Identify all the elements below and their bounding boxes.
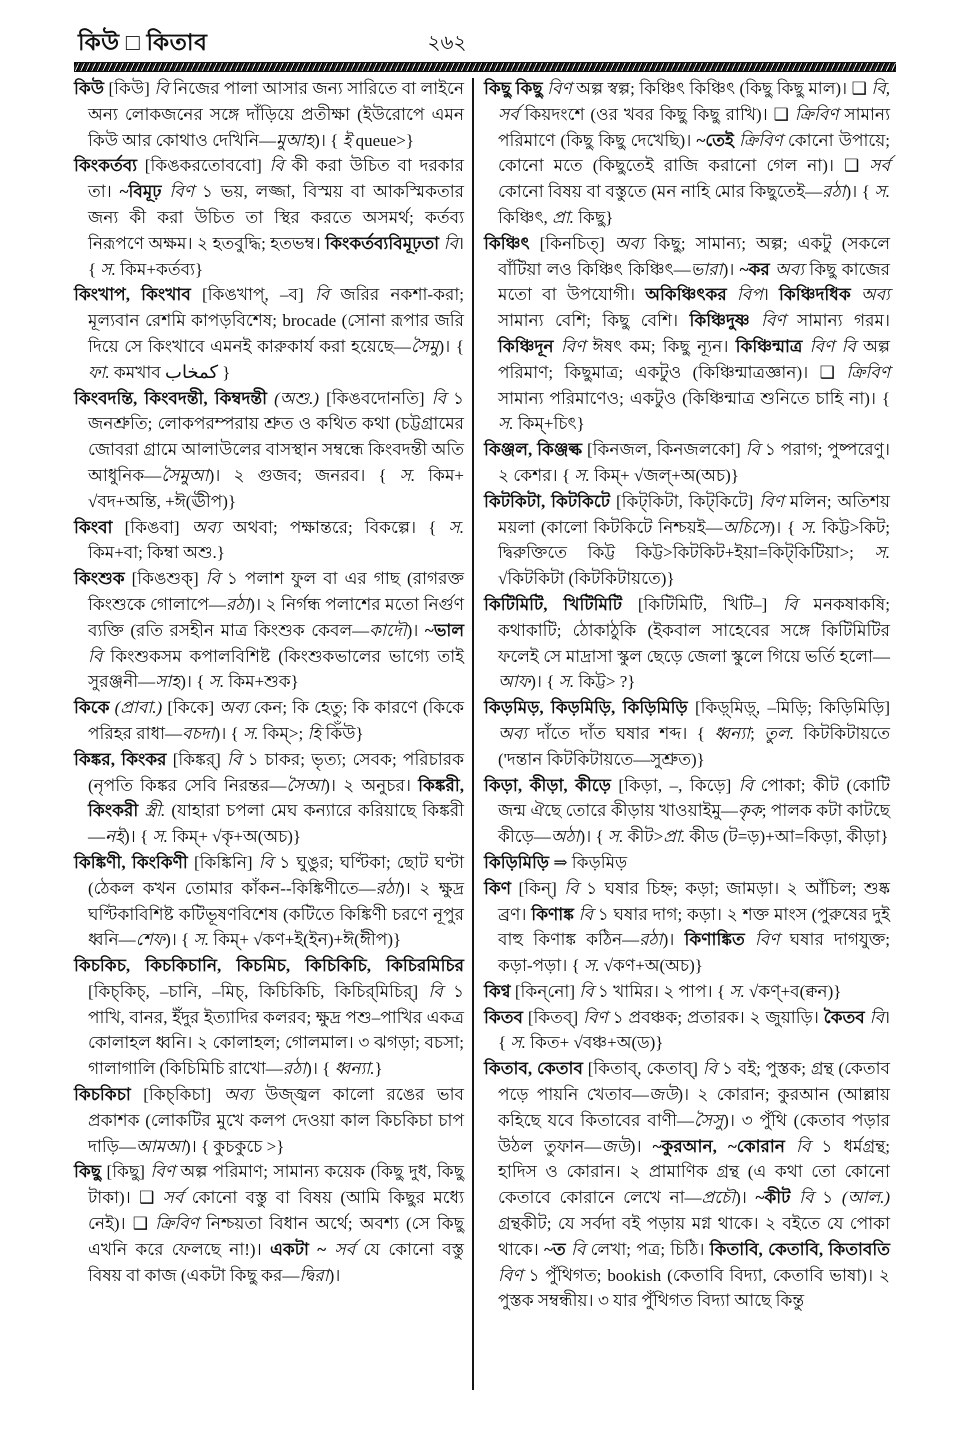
entry-text: কিত+ √বঞ্চ+অ(ড)} (525, 1033, 664, 1053)
dictionary-entry (484, 1056, 890, 1314)
running-head: কিউ □ কিতাব (78, 30, 208, 55)
label-text: রঠা (375, 878, 399, 898)
label-text: সৈমুআ (161, 465, 209, 485)
label-text: অব্য (223, 1085, 266, 1105)
entry-text: [কিকে] (167, 698, 220, 718)
entry-text: [কিনচিত্] (539, 233, 615, 253)
headword: কিংখাপ, কিংখাব (74, 285, 203, 305)
label-text: স. (152, 827, 168, 847)
headword: কিউ (74, 79, 109, 98)
entry-text: [কিড়া, –, কিড়ে] (618, 775, 739, 795)
label-text: বি, সর্ব (498, 79, 890, 124)
entry-text: )। (328, 1265, 341, 1285)
page-number: ২৬২ (427, 32, 467, 54)
headword: কিঙ্কর, কিংকর (74, 749, 173, 769)
entry-text: ১ পরাগ; পুষ্পরেণু। ২ কেশর। { (498, 440, 890, 485)
entry-text: [কিতাব্, কেতাব্] (587, 1059, 703, 1079)
entry-text: )। { (124, 827, 153, 847)
entry-text: মনকষাকষি; কথাকাটি; ঠোকাঠুকি (ইকবাল সাহেবের সঙ্গে কিটিমিটির ফলেই সে মাদ্রাসা স্কুল ছেড়ে জেলা স্কুলে গিয়ে ভর্তি হলো— (498, 594, 891, 666)
label-text: বিণ (761, 311, 797, 331)
entry-text: [কিন্‌নো] (514, 981, 580, 1001)
entry-text: queue>} (351, 130, 415, 150)
entry-text: কিম্>; (258, 723, 308, 743)
label-text: অব্য (775, 259, 810, 279)
dictionary-entry (74, 850, 464, 953)
entry-text: পোকা; কীট (কোটি জন্ম ঐছে তোরে কীড়ায় খাওয়াইমু— (498, 775, 890, 821)
entry-text: ১ খামির। ২ পাপ। { (597, 981, 730, 1001)
dictionary-entry (74, 1159, 464, 1288)
label-text: বি (428, 981, 453, 1001)
headword: কিতাব, কেতাব (484, 1059, 588, 1079)
entry-text: সামান্য পরিমাণে (কিছু কিছু দেখেছি)। (498, 104, 890, 150)
label-text: অব্য (614, 233, 654, 253)
entry-text: কিম্+ √কণ+ই(ইন)+ঈ(ঈীপ)} (208, 930, 402, 950)
label-text: অব্য (498, 723, 537, 743)
entry-text: [কিটিমিটি, খিটি–] (637, 594, 784, 614)
entry-text: নিশ্চয়তা বিধান অর্থে; অবশ্য (সে কিছু এখনি করে ফেলছে না!)। (88, 1214, 464, 1259)
entry-text: যে কোনো বস্তু বিষয় বা কাজ (একটা কিছু কর— (88, 1239, 464, 1285)
label-text: স. (729, 981, 745, 1001)
headword: অকিঞ্চিৎকর (645, 285, 737, 305)
entry-text: । { (498, 1007, 890, 1053)
label-text: স. (193, 930, 209, 950)
entry-text: ১ ধর্মগ্রন্থ; হাদিস ও কোরান। ২ প্রামাণিক গ্রন্থ (এ কথা তো কোনো কেতাবে কোরানে লেখে না— (498, 1136, 890, 1208)
entry-text: কিট্ট> ?} (574, 672, 636, 692)
label-text: স্ত্রী. (144, 801, 172, 821)
entry-text: )। { (769, 517, 801, 537)
headword: কিঙ্কিণী, কিংকিণী (74, 852, 194, 872)
label-text: বিণ (547, 79, 577, 98)
headword: কিঞ্চিদুষ্ণ (689, 311, 762, 331)
entry-text: সামান্য গরম। (797, 311, 890, 331)
label-text: বিণ (754, 930, 790, 950)
label-text: মুআহ (275, 130, 315, 150)
label-text: বি (796, 1136, 822, 1156)
dictionary-entry (484, 876, 890, 979)
label-text: বি (579, 981, 598, 1001)
entry-text: )। { (438, 336, 464, 356)
headword: কিতব (484, 1007, 528, 1027)
label-text: রঠা (225, 594, 250, 614)
label-text: সাহ (155, 672, 181, 692)
entry-text: সামান্য বেশি; কিছু বেশি। (498, 311, 690, 331)
label-text: স. (399, 465, 416, 485)
entry-text: অল্প পরিমাণ; সামান্য কয়েক (কিছু দুধ, কিছু টাকা)। ❑ (88, 1162, 464, 1208)
entry-text: )। ৩ পুঁথি (কেতাব পড়ার উঠল তুফান— (498, 1110, 890, 1156)
label-text: ধ্বন্যা. (334, 1059, 375, 1079)
entry-text: )। ২ অনুচর। (324, 775, 419, 795)
dictionary-entry (74, 695, 464, 747)
entry-text: কীড (ট=ড়)+আ=কিড়া, কীড়া} (685, 827, 889, 847)
dictionary-entry (74, 1082, 464, 1159)
label-text: অঠা (550, 827, 580, 847)
entry-text: [কিনজল, কিনজলকো] (587, 440, 746, 460)
headword: কিঞ্চিন্মাত্র (735, 336, 810, 356)
headword: কিণ্ব (484, 981, 515, 1001)
entry-text: )। { (579, 827, 608, 847)
entry-text: )। ২ গুজব; জনরব। { (208, 465, 400, 485)
label-text: শেফ (135, 930, 166, 950)
label-text: স. (510, 1033, 526, 1053)
headword: কিচকিচা (74, 1085, 144, 1105)
label-text: (অশু.) (274, 388, 327, 408)
dictionary-entry (74, 747, 464, 850)
entry-text: [কিউ] (108, 79, 155, 98)
entry-text: কিছু; সামান্য; অল্প; একটু (সকলে বাঁটিয়া লও কিঞ্চিৎ কিঞ্চিৎ— (498, 233, 890, 279)
label-text: বি (869, 1007, 884, 1027)
dictionary-entry (74, 515, 464, 567)
entry-text: )। { কুচকুচে >} (184, 1136, 285, 1156)
label-text: বিণ বি (809, 336, 864, 356)
headword: কিতাবি, কেতাবি, কিতাবতি (709, 1239, 891, 1259)
entry-text: ১ (822, 1188, 842, 1208)
headword: কিংশুক (74, 569, 132, 589)
entry-text: কোনো বস্তু বা বিষয় (আমি কিছুর মধ্যে নেই)। ❑ (88, 1188, 464, 1234)
entry-text: কমখাব (109, 362, 165, 382)
dictionary-entry (484, 695, 890, 772)
entry-text: গ্রন্থকীট; যে সর্বদা বই পড়ায় মগ্ন থাকে। ২ বইতে যে পোকা থাকে। (498, 1214, 890, 1259)
label-text: অচিসে (722, 517, 770, 537)
label-text: বিণ (583, 1007, 613, 1027)
entry-text: কিম+শুক} (224, 672, 299, 692)
dictionary-entry (484, 437, 890, 489)
entry-text: )। { (530, 672, 559, 692)
entry-text: [কিঙবা] (124, 517, 192, 537)
entry-text: । { (88, 233, 464, 279)
entry-text: [কিঙখাপ্, –ব] (202, 285, 315, 305)
entry-text: উজ্জ্বল কালো রঙের ভাব প্রকাশক (লোকটির মুখে কলপ দেওয়া কাল কিচকিচা চাপ দাড়ি— (88, 1085, 464, 1156)
label-text: স. (874, 182, 890, 202)
entry-text: } (374, 1059, 383, 1079)
entry-text: )। { (180, 672, 209, 692)
entry-text: )। (629, 1136, 653, 1156)
headword: কিংবা (74, 517, 125, 537)
headword: কৈতব (823, 1007, 870, 1027)
entry-text: [কিড়্‌মিড়্, –মিড়ি; কিড়িমিড়ি] (694, 698, 890, 718)
label-text: বিণ (169, 182, 202, 202)
label-text: অব্য (219, 698, 254, 718)
entry-text: ঈষৎ কম; কিছু ন্যূন। (592, 336, 736, 356)
entry-text: [কিচ্‌কিচ্, –চানি, –মিচ্, কিচিকিচি, কিচির্‌মিচির্] (88, 981, 429, 1001)
entry-text: কিম+কর্তব্য} (115, 259, 204, 279)
entry-text: ১ পুঁথিগত; bookish (কেতাবি বিদ্যা, কেতাবি ভাষা)। ২ পুস্তক সম্বন্ধীয়। ৩ যার পুঁথিগত বিদ্যা আছে কিন্তু (498, 1265, 890, 1311)
label-text: প্রা. (552, 207, 574, 227)
label-text: রঠা (282, 1059, 307, 1079)
label-text: সর্ব (334, 1239, 364, 1259)
label-text: বিণ (759, 491, 790, 511)
entry-text: ১ পাখি, বানর, ইঁদুর ইত্যাদির কলরব; ক্ষুদ্র পশু–পাখির একত্র কোলাহল ধ্বনি। ২ কোলাহল; গোলমাল। ৩ ঝগড়া; বচসা; গালাগালি (কিচিমিচি রাখো— (88, 981, 465, 1079)
headword: ~কীট (755, 1188, 800, 1208)
headword: ~কুরআন, ~কোরান (652, 1136, 797, 1156)
entry-text: কী করা উচিত বা দরকার তা। (88, 156, 464, 202)
entry-text: কিংশুকসম কপালবিশিষ্ট (কিংশুকভালের ভাগ্যে তাই সুরঞ্জনী— (88, 646, 465, 692)
label-text: ফা. (88, 362, 110, 382)
label-text: ধ্বন্যা (714, 723, 751, 743)
label-text: (আল.) (841, 1188, 890, 1208)
label-text: বি (564, 878, 587, 898)
entry-text: ১ ঘষার দাগ; কড়া। ২ শক্ত মাংস (পুরুষের দুই বাহু কিণাঙ্ক কঠিন— (498, 904, 891, 950)
label-text: কাদৌ (369, 620, 407, 640)
entry-text: জরির নকশা-করা; মূল্যবান রেশমি কাপড়বিশেষ; brocade (সোনা রূপার জরি দিয়ে সে কিংখাবে এমনই কারুকার্য করা হয়েছে— (88, 285, 464, 356)
entry-text: অল্প পরিমাণ; কিছুমাত্র; একটুও (কিঞ্চিন্মাত্রজ্ঞান)। ❑ (498, 336, 890, 382)
entry-text: (যাহারা চপলা মেঘ কন্যারে করিয়াছে কিঙ্করী— (88, 801, 464, 847)
entry-text: কিম+ √বদ+অন্তি, +ঈ(ঊীপ)} (88, 465, 464, 511)
label-text: স. (558, 672, 575, 692)
label-text: বিপ (736, 285, 763, 305)
entry-text: كمخاب (165, 361, 219, 382)
headword: কিচকিচ, কিচকিচানি, কিচমিচ, কিচিকিচি, কিচিরমিচির (74, 956, 464, 976)
label-text: বচদা (182, 723, 215, 743)
label-text: দ্বিরা (299, 1265, 329, 1285)
dictionary-entry (484, 773, 890, 850)
entry-text: )। (662, 930, 685, 950)
entry-text: অথবা; পক্ষান্তরে; বিকল্পে। { (232, 517, 449, 537)
entry-text: √কণ্+ব(ক্বন)} (744, 981, 842, 1001)
label-text: বি (227, 749, 248, 769)
entry-text: লেখা; পত্র; চিঠি। (590, 1239, 710, 1259)
headword: কিঞ্চিদধিক (779, 285, 861, 305)
label-text: স. (583, 956, 600, 976)
label-text: বি (205, 569, 227, 589)
label-text: হি (307, 723, 322, 743)
headword: কিঙ্করী, কিংকরী (88, 775, 464, 821)
label-text: কৃক (737, 801, 762, 821)
entry-text: কিছু} (573, 207, 614, 227)
headword: কিড়মিড়, কিড়মিড়ি, কিড়িমিড়ি (484, 698, 695, 718)
label-text: স. (574, 465, 590, 485)
headword: কিটকিটা, কিটকিটে (484, 491, 616, 511)
label-text: ই (342, 130, 352, 150)
entry-text: )। { (306, 1059, 335, 1079)
label-text: স. (208, 672, 225, 692)
entry-text: সামান্য পরিমাণেও; একটুও (কিঞ্চিন্মাত্র শুনিতে চাহি না)। { (498, 388, 890, 408)
headword: কিটিমিটি, খিটিমিটি (484, 594, 638, 614)
label-text: বি (88, 646, 111, 666)
label-text: প্রচৌ (701, 1188, 736, 1208)
entry-text: ১ জনশ্রুতি; লোকপরম্পরায় শ্রুত ও কথিত কথা (চট্টগ্রামের জোবরা গ্রামে আলাউলের বাসস্থান সম্বন্ধে কিংবদন্তী অতি আধুনিক— (88, 388, 465, 485)
entry-text: [কিট্‌কিটা, কিট্‌কিটে] (615, 491, 760, 511)
entry-text: অল্প স্বল্প; কিঞ্চিৎ কিঞ্চিৎ (কিছু কিছু মাল)। ❑ (576, 79, 872, 98)
entry-text: ১ ভয়, লজ্জা, বিস্ময় বা আকস্মিকতার জন্য কী করা উচিত তা স্থির করতে অসমর্থ; কর্তব্য নিরূপণে অক্ষম। ২ হতবুদ্ধি; হতভম্ব। (88, 182, 464, 253)
headword: কিংকর্তব্য (74, 156, 145, 176)
dictionary-entry (484, 592, 890, 695)
label-text: বি (154, 79, 174, 98)
label-text: বি (799, 1188, 823, 1208)
label-text: স. (607, 827, 624, 847)
label-text: প্রা. (663, 827, 686, 847)
headword: কিঞ্চিদূন (498, 336, 561, 356)
entry-text: কেন; কি হেতু; কি কারণে (কিকে পরিহর রাধা— (88, 698, 464, 743)
entry-text: [কিতব্] (527, 1007, 584, 1027)
headword: কিকে (74, 698, 115, 718)
dictionary-entry (74, 386, 464, 515)
label-text: ক্রিবিণ (155, 1214, 206, 1234)
dictionary-entry (484, 850, 890, 876)
header-rule (74, 62, 896, 72)
entry-text: মলিন; অতিশয় ময়লা (কালো কিটকিটে নিশ্চয়ই— (498, 491, 890, 537)
entry-text: )। { (165, 930, 194, 950)
headword: একটা ~ (269, 1239, 335, 1259)
entry-text: ১ পলাশ ফুল বা এর গাছ (রাগরক্ত কিংশুকে গোলাপে— (88, 569, 465, 614)
headword: ~ত (544, 1239, 571, 1259)
label-text: বি (570, 1239, 591, 1259)
entry-text: )। { (314, 130, 343, 150)
label-text: বি (431, 388, 453, 408)
headword: কিঞ্চিৎ (484, 233, 540, 253)
entry-text: )। ২ ক্ষুদ্র ঘণ্টিকাবিশিষ্ট কটিভূষণবিশেষ (কটিতে কিঙ্কিণী চরণে নূপুর ধ্বনি— (88, 878, 464, 950)
entry-text: কিম্+ √জল্+অ(অচ)} (589, 465, 739, 485)
entry-text: কিঞ্চিৎ, (498, 207, 553, 227)
headword: কিঞ্জল, কিঞ্জল্ক (484, 440, 588, 460)
label-text: জউ (648, 1085, 678, 1105)
label-text: বিণ (560, 336, 593, 356)
entry-text: )। (722, 259, 740, 279)
entry-text: কিছু কাজের মতো বা উপযোগী। (498, 259, 890, 305)
headword: কিড়িমিড়ি (484, 852, 554, 872)
entry-text: কোনো বিষয় বা বস্তুতে (মন নাহি মোর কিছুতেই— (498, 182, 823, 202)
headword: ~বিমূঢ় (119, 182, 170, 202)
left-column (74, 76, 472, 1394)
label-text: অব্য (860, 285, 890, 305)
label-text: স. (448, 517, 464, 537)
entry-text: কিয়দংশে (ওর খবর কিছু কিছু রাখি)। ❑ (524, 104, 795, 124)
label-text: বি (702, 1059, 722, 1079)
dictionary-entry (484, 489, 890, 592)
entry-text: [কিঙ্কিনি] (193, 852, 259, 872)
entry-text: } (218, 362, 231, 382)
label-text: স. (100, 259, 116, 279)
right-column (474, 76, 890, 1394)
entry-text: কিম্+ √কৃ+অ(অচ)} (167, 827, 302, 847)
label-text: বি (269, 156, 292, 176)
entry-text: [কিচ্‌কিচা] (143, 1085, 224, 1105)
label-text: ক্রিবিণ (846, 362, 890, 382)
entry-text: কোনো উপায়ে; কোনো মতে (কিছুতেই রাজি করানো গেল না)। ❑ (498, 130, 890, 176)
entry-text: কিটকিটায়তে ('দন্তান কিটকিটায়তে—সুশ্রুত)} (498, 723, 890, 769)
label-text: আমআ (135, 1136, 185, 1156)
label-text: রঠা (639, 930, 663, 950)
entry-text: ১ প্রবঞ্চক; প্রতারক। ২ জুয়াড়ি। (612, 1007, 824, 1027)
dictionary-entry (484, 1005, 890, 1057)
label-text: নই (105, 827, 124, 847)
headword: কিড়া, কীড়া, কীড়ে (484, 775, 619, 795)
entry-text: [কিঙ্কর্] (172, 749, 228, 769)
label-text: বি (738, 775, 761, 795)
entry-text: )। (735, 1188, 756, 1208)
entry-text: ; (750, 723, 765, 743)
dictionary-entry (484, 231, 890, 437)
label-text: জউ (601, 1136, 630, 1156)
label-text: সৈআ (286, 775, 325, 795)
label-text: বি (443, 233, 458, 253)
entry-text: )। ২ নির্গন্ধ পলাশের মতো নির্গুণ ব্যক্তি (রতি রসহীন মাত্র কিংশুক কেবল— (88, 594, 465, 640)
entry-text: [কিঙবদোনতি] (326, 388, 432, 408)
label-text: বি (783, 594, 814, 614)
entry-text: কিঁউ} (321, 723, 364, 743)
dictionary-entry (74, 282, 464, 385)
headword: কিছু (74, 1162, 107, 1182)
text-columns (74, 76, 900, 1394)
entry-text: [কিছু] (106, 1162, 151, 1182)
headword: ~ভাল (424, 620, 464, 640)
dictionary-entry (484, 76, 890, 231)
label-text: ক্রিবিণ (794, 104, 845, 124)
label-text: স. (800, 517, 817, 537)
dictionary-entry (74, 153, 464, 282)
headword: কিণাঙ্কিত (684, 930, 755, 950)
entry-text: ঘষার দাগযুক্ত; কড়া-পড়া। { (498, 930, 891, 976)
label-text: ক্রিবিণ (739, 130, 788, 150)
entry-text: কিট্ট>কিট; দ্বিরুক্তিতে কিট্ট কিট্ট>কিটকিট+ইয়া=কিট্‌কিটিয়া>; (498, 517, 890, 563)
headword: কিছু কিছু (484, 79, 548, 98)
entry-text: [কিঙকরতোববো] (144, 156, 270, 176)
entry-text: ১ ঘুঙুর; ঘণ্টিকা; ছোট ঘণ্টা (ঠেকল কখন তোমার কাঁকন--কিঙ্কিণীতে— (88, 852, 465, 898)
label-text: আফ (498, 672, 531, 692)
headword: কিংকর্তব্যবিমূঢ়তা (325, 233, 444, 253)
label-text: স. (874, 543, 890, 563)
entry-text: √কণ+অ(অচ)} (599, 956, 703, 976)
dictionary-entry (484, 979, 890, 1005)
entry-text: )। { (214, 723, 243, 743)
label-text: সৈসু (693, 1110, 724, 1130)
label-text: তুল. (764, 723, 794, 743)
entry-text: কিম+বা; কিম্বা অশু.} (88, 543, 225, 563)
entry-text: )। ২ কোরান; কুরআন (আল্লায় কহিছে যবে কিতাবের বাণী— (498, 1085, 890, 1130)
label-text: বিণ (150, 1162, 181, 1182)
entry-text: নিজের পালা আসার জন্য সারিতে বা লাইনে অন্য লোকজনের সঙ্গে দাঁড়িয়ে প্রতীক্ষা (ইউরোপে এমন কিউ আর কোথাও দেখিনি— (88, 79, 465, 150)
entry-text: দাঁতে দাঁত ঘষার শব্দ। { (536, 723, 715, 743)
headword: কিণাঙ্ক (531, 904, 579, 924)
label-text: বিণ (498, 1265, 529, 1285)
entry-text: [কিঙশুক্] (131, 569, 206, 589)
entry-text: )। (406, 620, 425, 640)
page-header (76, 24, 898, 58)
entry-text: কীট> (623, 827, 664, 847)
entry-text: ১ ঘষার চিহ্ন; কড়া; জামড়া। ২ আঁচিল; শুষ্ক ব্রণ। (498, 878, 890, 924)
label-text: ভারা (690, 259, 723, 279)
label-text: বি (578, 904, 598, 924)
headword: ~কর (739, 259, 775, 279)
label-text: বি (258, 852, 280, 872)
dictionary-entry (74, 953, 464, 1082)
label-text: (প্রাবা.) (114, 698, 168, 718)
dictionary-entry (74, 76, 464, 153)
label-text: অব্য (191, 517, 233, 537)
entry-text: । (762, 285, 780, 305)
label-text: বি (314, 285, 341, 305)
entry-text: ⇒ কিড়মিড় (553, 852, 628, 872)
label-text: বি (745, 440, 765, 460)
headword: কিংবদন্তি, কিংবদন্তী, কিম্বদন্তী (74, 388, 275, 408)
entry-text: ; পালক কটা কাটছে কীড়ে— (498, 801, 890, 847)
entry-text: ১ বই; পুস্তক; গ্রন্থ (কেতাব পড়ে পায়নি খেতাব— (498, 1059, 891, 1105)
label-text: সৈমু (410, 336, 439, 356)
headword: কিণ (484, 878, 519, 898)
label-text: রঠা (822, 182, 846, 202)
entry-text: কিম্+চিৎ} (513, 414, 585, 434)
label-text: স. (242, 723, 259, 743)
entry-text: [কিন্] (518, 878, 565, 898)
entry-text: )। { (845, 182, 875, 202)
headword: ~তেই (696, 130, 740, 150)
label-text: সর্ব (869, 156, 890, 176)
entry-text: ১ চাকর; ভৃত্য; সেবক; পরিচারক (নৃপতি কিঙ্কর সেবি নিরন্তর— (88, 749, 465, 795)
label-text: সর্ব (162, 1188, 192, 1208)
entry-text: √কিটকিটা (কিটকিটায়তে)} (498, 569, 675, 589)
label-text: স. (498, 414, 514, 434)
dictionary-entry (74, 566, 464, 695)
